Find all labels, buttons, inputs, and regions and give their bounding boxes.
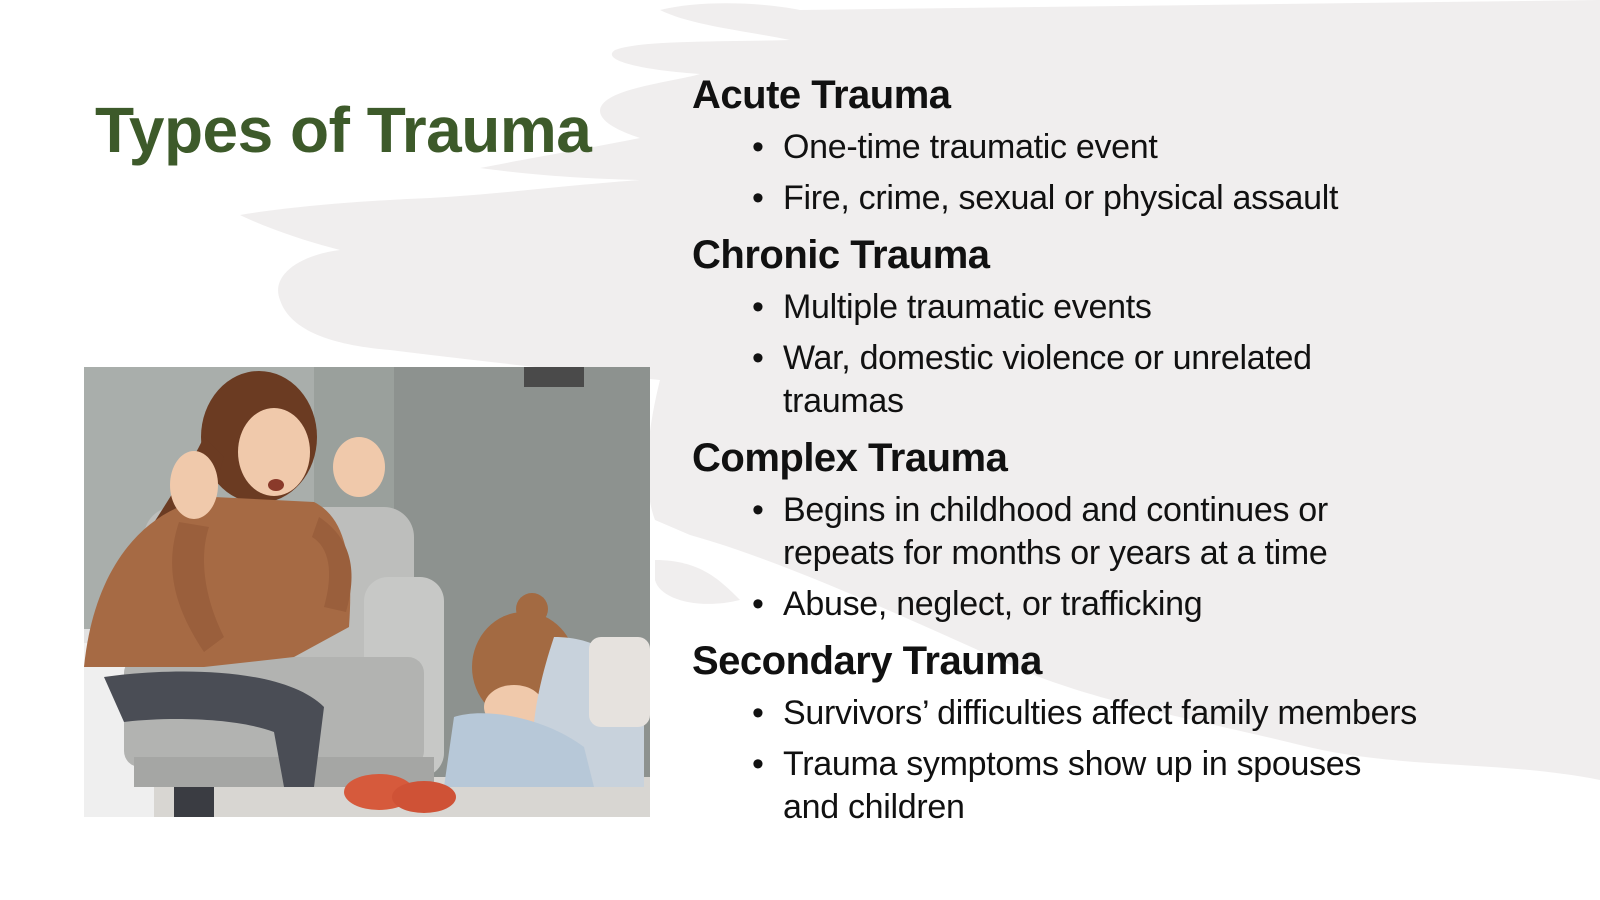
bullet-list: [692, 692, 1572, 829]
bullet-text: Fire, crime, sexual or physical assault: [783, 179, 1339, 217]
bullet-dot-icon: •: [752, 491, 764, 529]
list-item: [692, 177, 1423, 220]
section-complex-trauma: [692, 431, 1572, 626]
bullet-dot-icon: •: [752, 128, 764, 166]
bullet-text: Survivors’ difficulties affect family members: [783, 694, 1417, 732]
bullet-list: [692, 489, 1572, 626]
section-acute-trauma: [692, 68, 1572, 220]
bullet-list: [692, 286, 1572, 423]
list-item: [692, 337, 1423, 423]
bullet-dot-icon: •: [752, 179, 764, 217]
section-heading: Secondary Trauma: [692, 639, 1042, 683]
list-item: [692, 692, 1423, 735]
section-heading: Chronic Trauma: [692, 233, 990, 277]
section-secondary-trauma: [692, 634, 1572, 829]
section-heading: Complex Trauma: [692, 436, 1008, 480]
section-chronic-trauma: [692, 228, 1572, 423]
bullet-text: Begins in childhood and continues or repeats for months or years at a time: [783, 491, 1328, 572]
bullet-text: Abuse, neglect, or trafficking: [783, 585, 1203, 623]
bullet-dot-icon: •: [752, 288, 764, 326]
bullet-dot-icon: •: [752, 585, 764, 623]
bullet-list: [692, 126, 1572, 220]
photo-mother-yelling-at-child: [84, 367, 650, 817]
bullet-text: War, domestic violence or unrelated traumas: [783, 339, 1312, 420]
list-item: [692, 489, 1423, 575]
bullet-dot-icon: •: [752, 694, 764, 732]
bullet-text: Trauma symptoms show up in spouses and children: [783, 745, 1362, 826]
bullet-dot-icon: •: [752, 745, 764, 783]
list-item: [692, 126, 1423, 169]
list-item: [692, 743, 1423, 829]
list-item: [692, 583, 1423, 626]
slide-title: Types of Trauma: [95, 94, 592, 166]
bullet-dot-icon: •: [752, 339, 764, 377]
bullet-text: Multiple traumatic events: [783, 288, 1152, 326]
bullet-text: One-time traumatic event: [783, 128, 1158, 166]
section-heading: Acute Trauma: [692, 73, 951, 117]
trauma-types-content: [692, 68, 1572, 837]
list-item: [692, 286, 1423, 329]
